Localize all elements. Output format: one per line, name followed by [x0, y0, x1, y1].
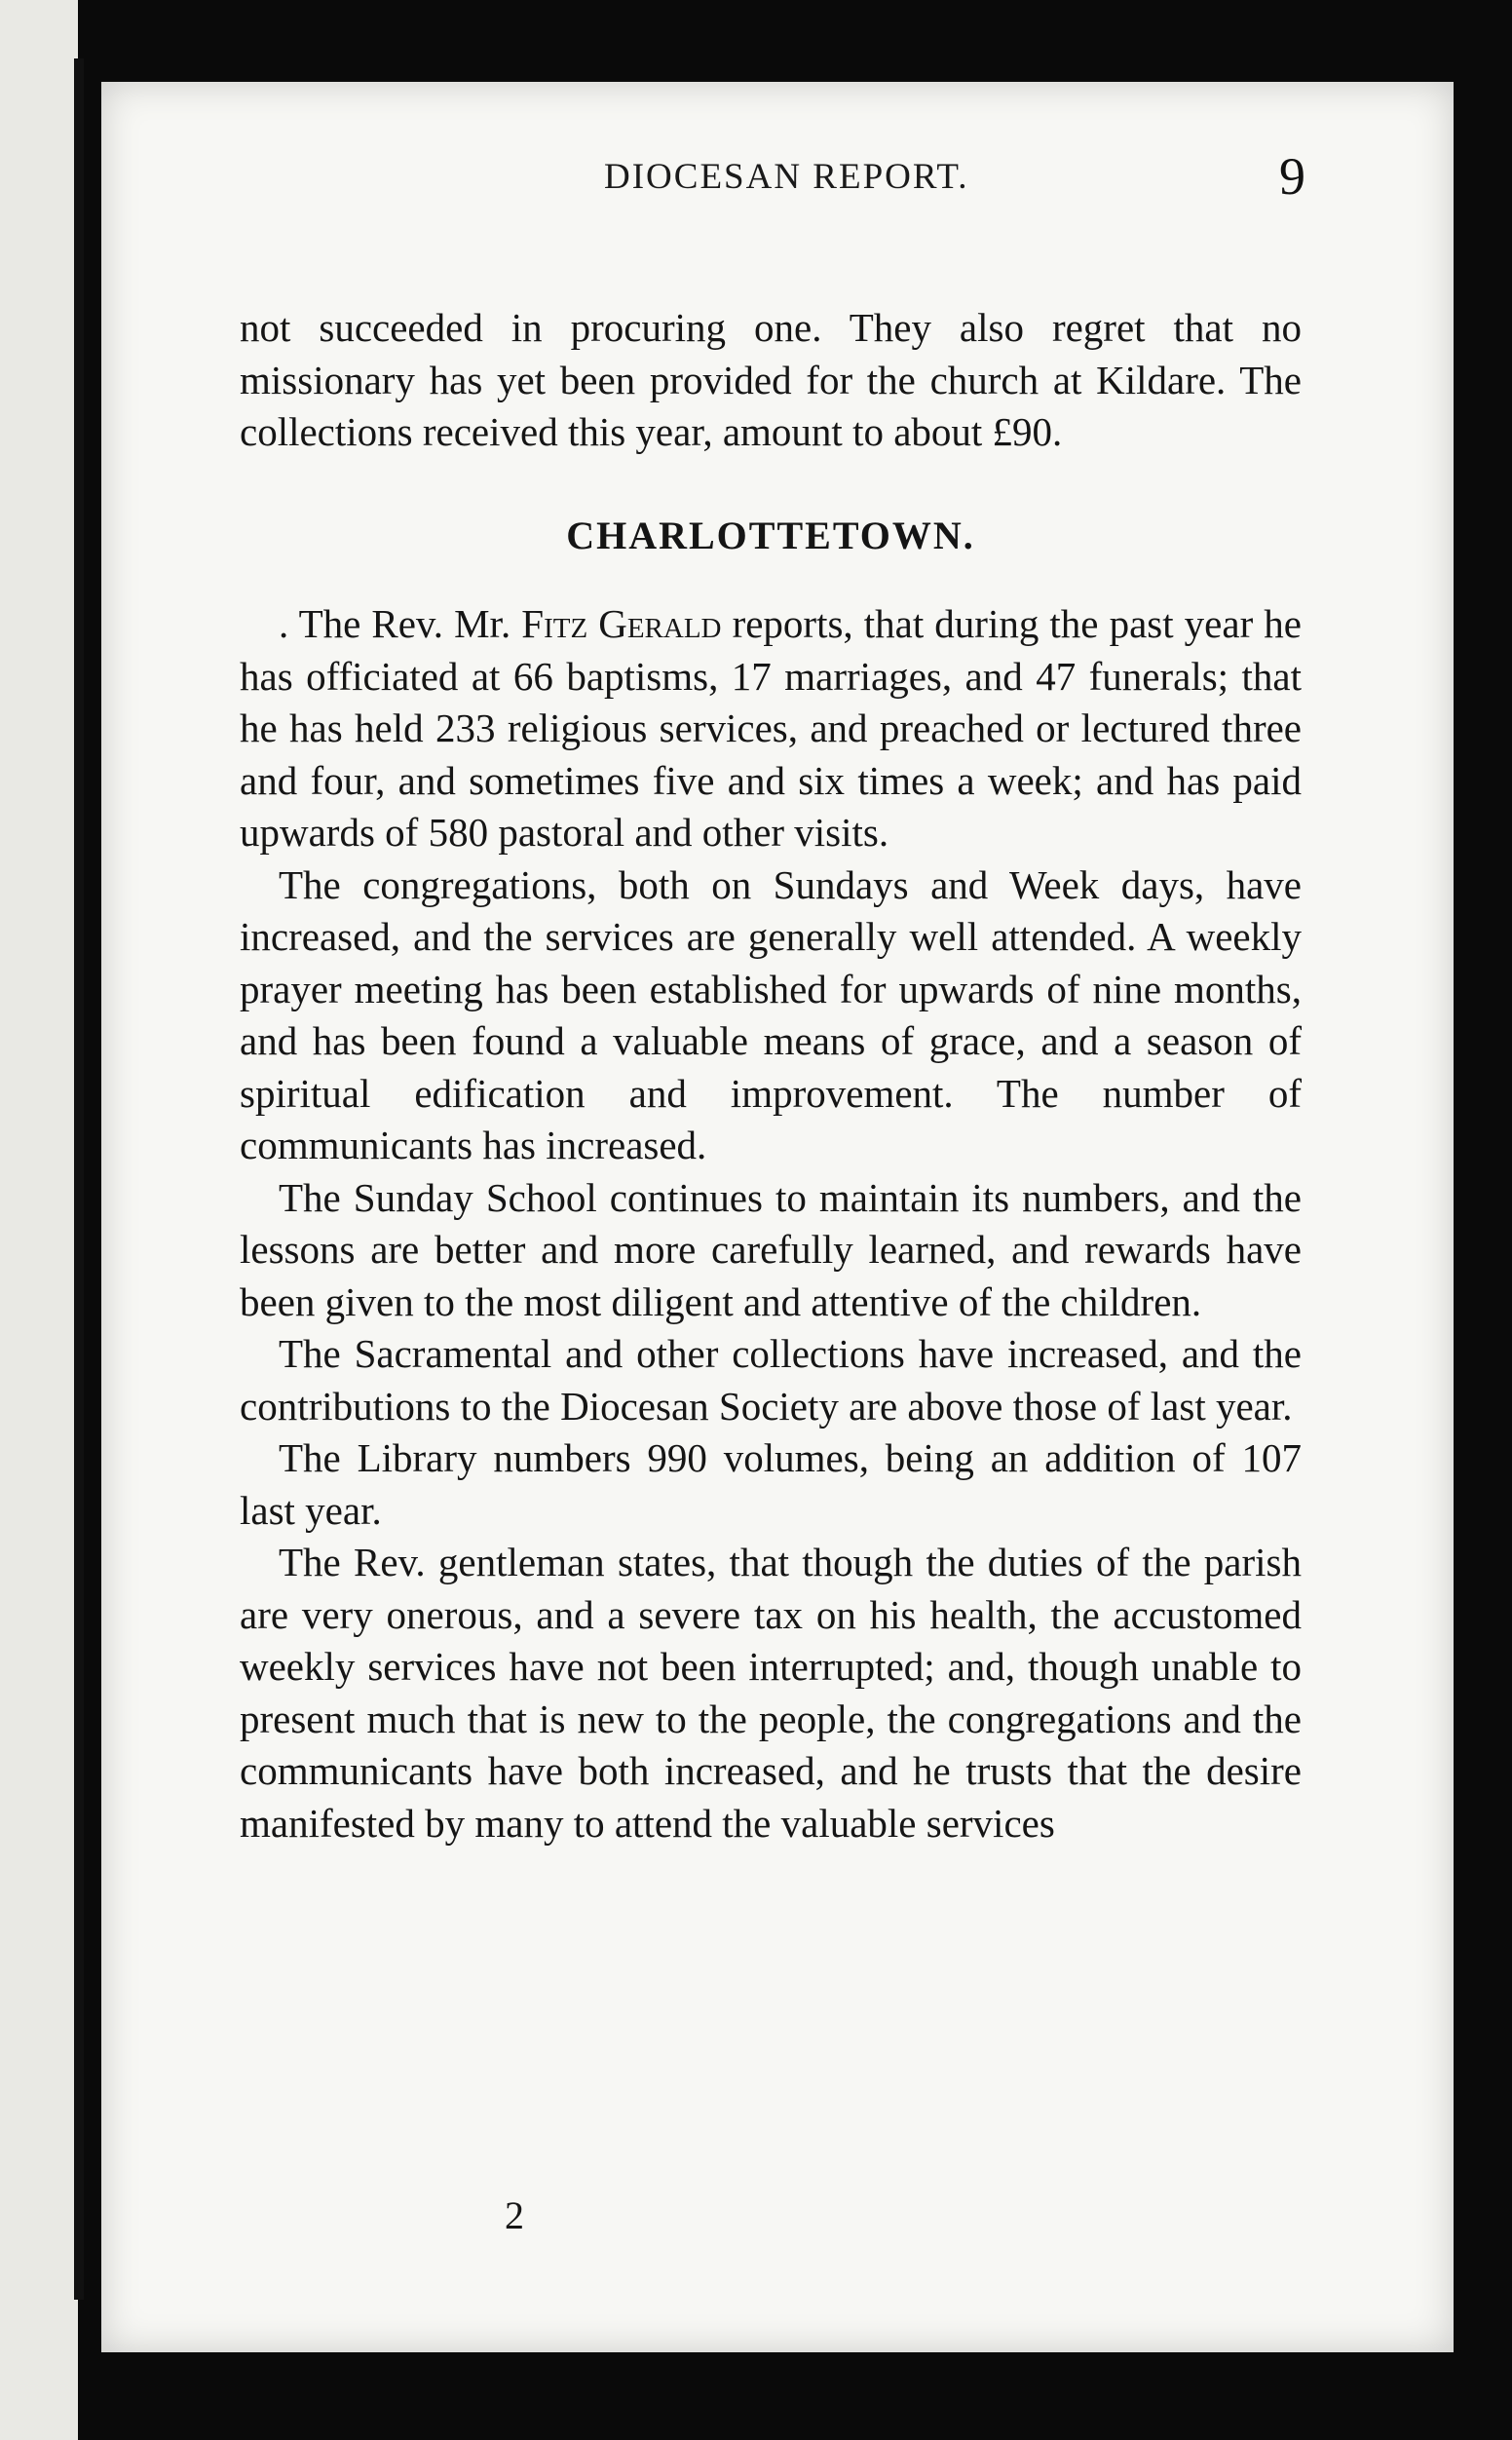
paragraph-library: The Library numbers 990 volumes, being an addition of 107 last year.: [240, 1435, 1302, 1533]
page-body: [240, 302, 1302, 1849]
left-page-edge: [0, 0, 78, 2440]
binding-gutter: [74, 58, 84, 2300]
running-title: DIOCESAN REPORT.: [604, 157, 969, 197]
paragraph-collections: The Sacramental and other collections have increased, and the contributions to the Diocesan Society are above those of last year.: [240, 1331, 1302, 1429]
paragraph-report-rest: reports, that during the past year he has officiated at 66 baptisms, 17 marriages, and 47 funerals; that he has held 233 religious services, and preached or lectured three and four, and sometimes five and six times a week; and has paid upwards of 580 pastoral and other visits.: [240, 601, 1302, 855]
paragraph-report: [240, 598, 1302, 859]
page-number: 9: [1279, 147, 1305, 206]
paragraph-report-start: . The Rev. Mr.: [279, 601, 522, 646]
page-header: [146, 147, 1305, 214]
paragraph-sunday-school: The Sunday School continues to maintain its numbers, and the lessons are better and more carefully learned, and rewards have been given to the most diligent and attentive of the children.: [240, 1174, 1302, 1324]
paragraph-duties: The Rev. gentleman states, that though the duties of the parish are very onerous, and a severe tax on his health, the accustomed weekly services have not been interrupted; and, though unable to present much that is new to the people, the congregations and the communicants have both increased, and he trusts that the desire manifested by many to attend the valuable services: [240, 1540, 1302, 1846]
paragraph-congregations: The congregations, both on Sundays and Week days, have increased, and the services are generally well attended. A weekly prayer meeting has been established for upwards of nine months, and has been found a valuable means of grace, and a season of spiritual edification and improvement. The number of communicants has increased.: [240, 861, 1302, 1167]
section-heading: CHARLOTTETOWN.: [566, 513, 975, 557]
signature-mark: 2: [505, 2193, 524, 2237]
paragraph-continued: not succeeded in procuring one. They also regret that no missionary has yet been provided for the church at Kildare. The collections received this year, amount to about £90.: [240, 305, 1302, 454]
rector-name: Fitz Gerald: [521, 601, 722, 646]
